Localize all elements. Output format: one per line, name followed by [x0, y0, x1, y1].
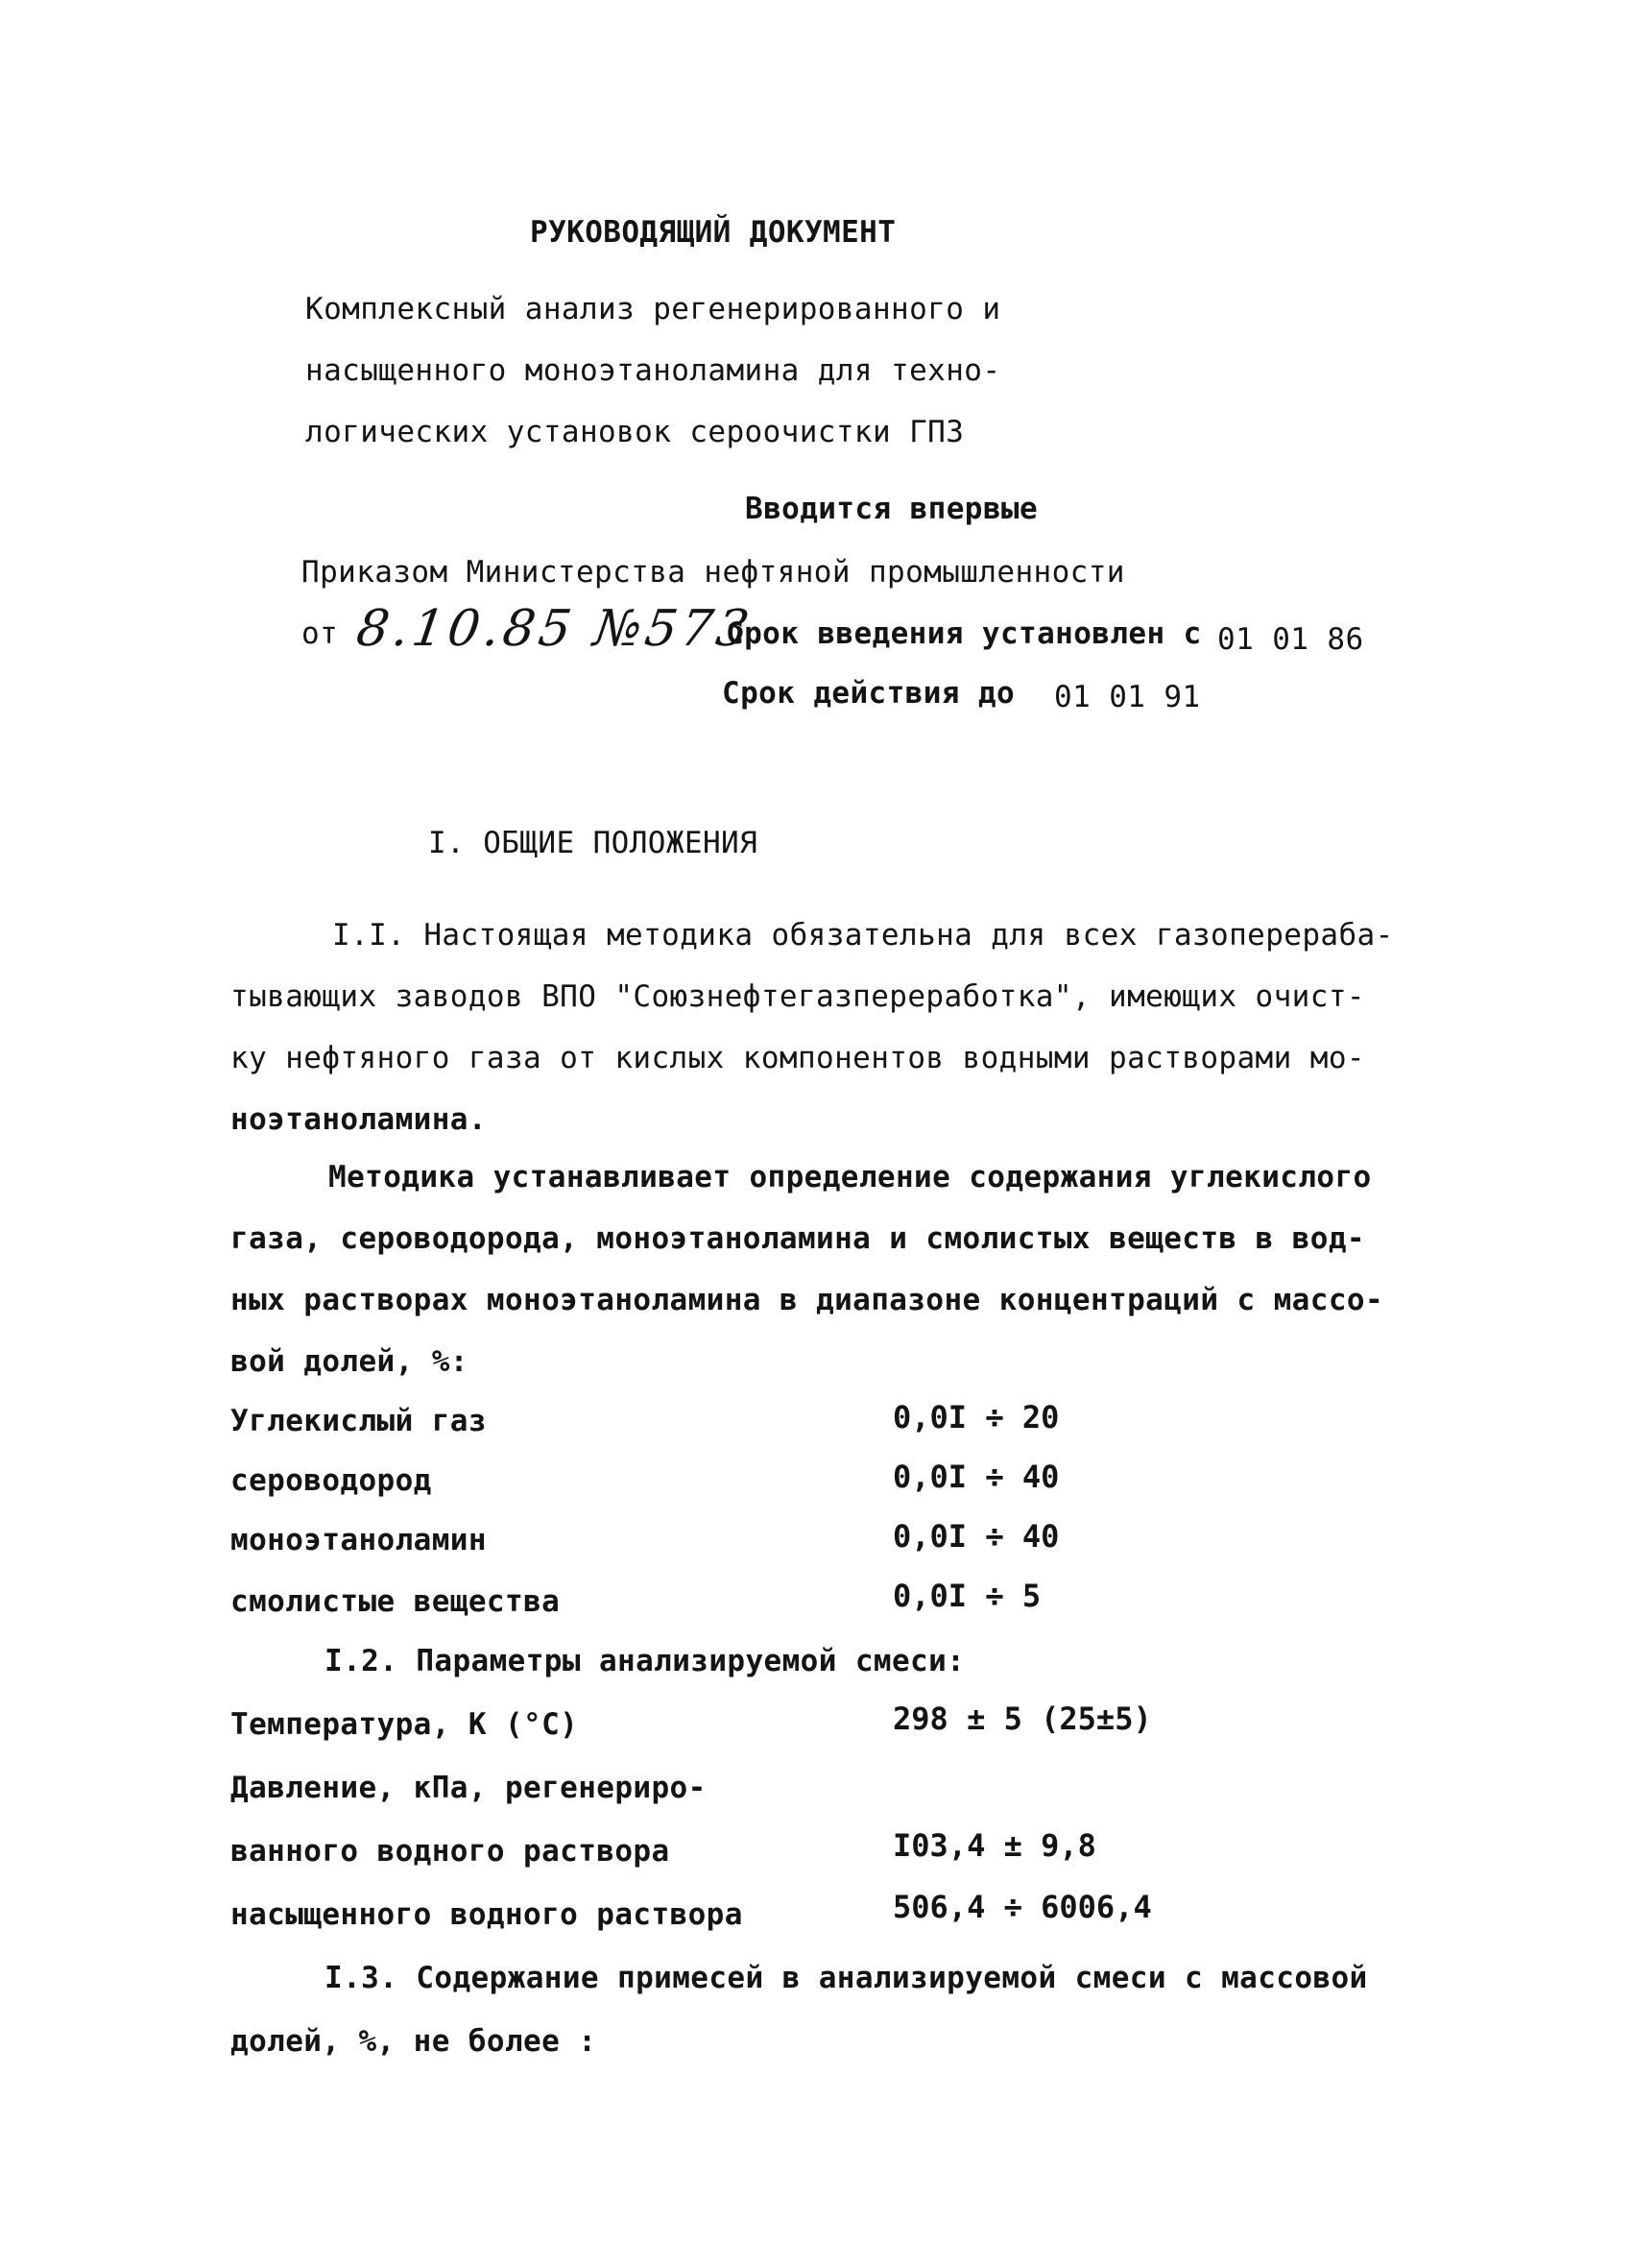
order-date-handwritten	[352, 595, 756, 669]
paragraph-line: тывающих заводов ВПО "Союзнефтегазпереработка", имеющих очист-	[230, 979, 1365, 1014]
introduced-note: Вводится впервые	[745, 492, 1039, 526]
valid-date-label: Срок действия до	[722, 676, 1016, 711]
param-value: I03,4 ± 9,8	[893, 1827, 1096, 1864]
document-type: РУКОВОДЯЩИЙ ДОКУМЕНТ	[530, 215, 897, 250]
param-name: Температура, К (°С)	[230, 1707, 579, 1742]
range-value: 0,0I ÷ 5	[893, 1578, 1042, 1614]
title-line: насыщенного моноэтаноламина для техно-	[305, 353, 1001, 388]
paragraph-line: I.2. Параметры анализируемой смеси:	[324, 1644, 966, 1678]
paragraph-line: ных растворах моноэтаноламина в диапазоне концентраций с массо-	[230, 1283, 1384, 1317]
paragraph-line: I.I. Настоящая методика обязательна для всех газоперераба-	[332, 918, 1394, 953]
range-value: 0,0I ÷ 40	[893, 1518, 1060, 1555]
start-date-label: Срок введения установлен с	[726, 616, 1202, 651]
param-value: 298 ± 5 (25±5)	[893, 1701, 1152, 1737]
valid-date: 01 01 91	[1054, 680, 1201, 714]
handwritten-date: 8.10.85 №573	[352, 600, 756, 658]
paragraph-line: I.3. Содержание примесей в анализируемой смеси с массовой	[324, 1961, 1368, 1995]
order-line: Приказом Министерства нефтяной промышленности	[301, 555, 1125, 590]
range-name: Углекислый газ	[230, 1404, 487, 1438]
range-name: смолистые вещества	[230, 1584, 561, 1619]
param-name: насыщенного водного раствора	[230, 1897, 743, 1932]
range-name: сероводород	[230, 1463, 432, 1498]
param-name: ванного водного раствора	[230, 1834, 670, 1869]
range-value: 0,0I ÷ 40	[893, 1459, 1060, 1495]
title-line: Комплексный анализ регенерированного и	[305, 292, 1001, 326]
range-name: моноэтаноламин	[230, 1523, 487, 1557]
param-value: 506,4 ÷ 6006,4	[893, 1889, 1152, 1925]
section-heading: I. ОБЩИЕ ПОЛОЖЕНИЯ	[428, 826, 758, 860]
paragraph-line: газа, сероводорода, моноэтаноламина и смолистых веществ в вод-	[230, 1221, 1365, 1256]
paragraph-line: ку нефтяного газа от кислых компонентов водными растворами мо-	[230, 1041, 1365, 1075]
paragraph-line: вой долей, %:	[230, 1344, 468, 1379]
param-name: Давление, кПа, регенериро-	[230, 1771, 707, 1805]
range-value: 0,0I ÷ 20	[893, 1399, 1060, 1436]
paragraph-line: Методика устанавливает определение содержания углекислого	[328, 1160, 1372, 1194]
paragraph-line: ноэтаноламина.	[230, 1102, 487, 1137]
paragraph-line: долей, %, не более :	[230, 2024, 597, 2059]
order-from-label: от	[301, 616, 339, 651]
start-date: 01 01 86	[1217, 622, 1364, 657]
title-line: логических установок сероочистки ГПЗ	[305, 415, 965, 449]
